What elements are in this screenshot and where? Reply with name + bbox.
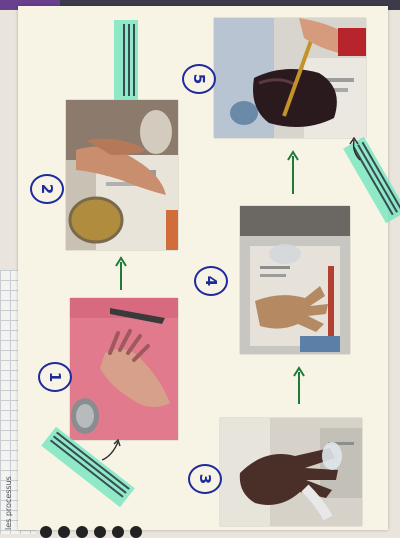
step-number-1: 1 — [38, 362, 72, 392]
pen-arrow-right — [344, 134, 368, 164]
photo-step-2 — [66, 100, 178, 250]
step-number-5: 5 — [182, 64, 216, 94]
tape-note-top — [114, 20, 138, 100]
arrow-4-to-5 — [286, 150, 300, 196]
arrow-3-to-4 — [292, 366, 306, 406]
binder-hole — [112, 526, 124, 538]
binder-hole — [94, 526, 106, 538]
photo-step-4 — [240, 206, 350, 354]
background-handwriting: les processus — [4, 476, 13, 530]
step-number-2: 2 — [30, 174, 64, 204]
binder-holes — [40, 526, 200, 536]
step-number-3: 3 — [188, 464, 222, 494]
binder-hole — [130, 526, 142, 538]
photo-step-3 — [220, 418, 362, 526]
arrow-1-to-2 — [114, 256, 128, 292]
tape-note-ink — [133, 24, 135, 96]
binder-hole — [58, 526, 70, 538]
photo-step-5 — [214, 18, 366, 138]
step-number-4: 4 — [194, 266, 228, 296]
binder-hole — [76, 526, 88, 538]
pen-arrow-bottom — [98, 436, 128, 464]
photo-step-1 — [70, 298, 178, 440]
binder-hole — [40, 526, 52, 538]
